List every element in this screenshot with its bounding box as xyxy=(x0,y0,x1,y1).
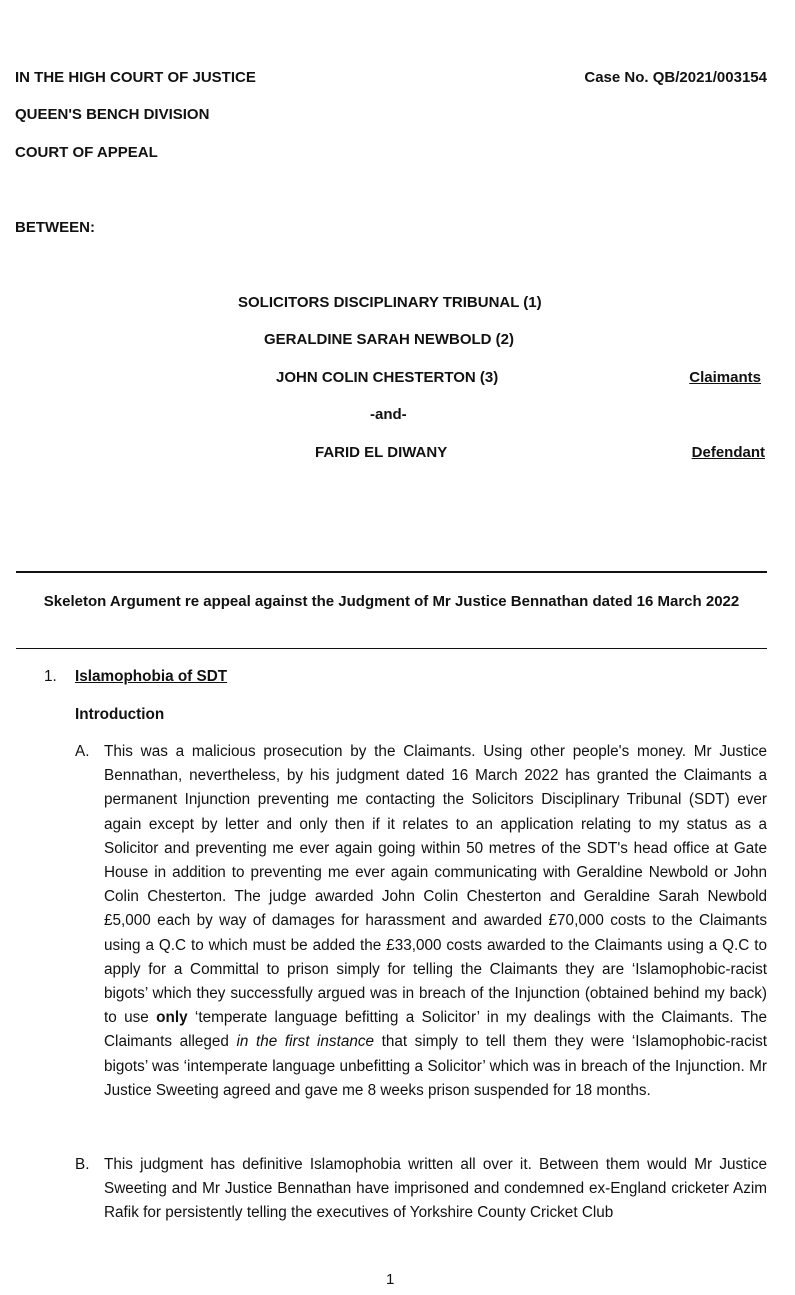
section-heading: Islamophobia of SDT xyxy=(75,668,228,685)
subheading-introduction: Introduction xyxy=(75,706,165,723)
paragraph-text: that simply to tell them they were ‘Islamophobic-racist bigots’ was ‘intemperate language unbefitting a Solicitor’ which was in breach of the Injunction. Mr Justice Sweeting agreed and gave me 8 weeks prison suspended for 18 months. xyxy=(104,1033,768,1099)
claimants-label: Claimants xyxy=(689,369,761,386)
emphasis-bold: only xyxy=(156,1009,188,1027)
bottom-rule xyxy=(16,648,767,649)
court-name: IN THE HIGH COURT OF JUSTICE xyxy=(15,69,256,86)
top-rule xyxy=(16,571,767,573)
paragraph-b xyxy=(104,1153,767,1226)
paragraph-a xyxy=(104,740,767,1103)
paragraph-text: ‘temperate language befitting a Solicitor’ in my dealings with the Claimants. The Claimants alleged xyxy=(104,1009,767,1051)
paragraph-label: A. xyxy=(75,743,90,760)
claimant-3: JOHN COLIN CHESTERTON (3) xyxy=(276,369,499,386)
claimant-2: GERALDINE SARAH NEWBOLD (2) xyxy=(264,331,514,348)
appeal-court: COURT OF APPEAL xyxy=(15,144,158,161)
defendant-name: FARID EL DIWANY xyxy=(315,444,448,461)
paragraph-text: This judgment has definitive Islamophobia written all over it. Between them would Mr Justice Sweeting and Mr Justice Bennathan have imprisoned and condemned ex-England cricketer Azim Rafik for persistently telling the executives of Yorkshire County Cricket Club xyxy=(104,1156,767,1222)
defendant-label: Defendant xyxy=(691,444,765,461)
document-title: Skeleton Argument re appeal against the Judgment of Mr Justice Bennathan dated 16 March 2022 xyxy=(43,593,740,610)
claimant-1: SOLICITORS DISCIPLINARY TRIBUNAL (1) xyxy=(238,294,542,311)
between-label: BETWEEN: xyxy=(15,219,95,236)
emphasis-italic: in the first instance xyxy=(236,1033,375,1051)
paragraph-text: This was a malicious prosecution by the Claimants. Using other people's money. Mr Justice Bennathan, nevertheless, by his judgment dated 16 March 2022 has granted the Claimants a permanent Injunction preventing me contacting the Solicitors Disciplinary Tribunal (SDT) ever again except by letter and only then if it relates to an application relating to my status as a Solicitor and preventing me ever again going within 50 metres of the SDT's head office at Gate House in addition to preventing me ever again communicating with Geraldine Newbold or John Colin Chesterton. The judge awarded John Colin Chesterton and Geraldine Sarah Newbold £5,000 each by way of damages for harassment and awarded £70,000 costs to the Claimants using a Q.C to which must be added the £33,000 costs awarded to the Claimants using a Q.C to apply for a Committal to prison simply for telling the Claimants they are ‘Islamophobic-racist bigots’ which they successfully argued was in breach of the Injunction (obtained behind my back) to use xyxy=(104,743,767,1027)
paragraph-label: B. xyxy=(75,1156,90,1173)
division-name: QUEEN'S BENCH DIVISION xyxy=(15,106,210,123)
and-separator: -and- xyxy=(370,406,407,423)
page-number: 1 xyxy=(386,1271,395,1288)
case-number: Case No. QB/2021/003154 xyxy=(584,69,767,86)
section-number: 1. xyxy=(44,668,57,685)
